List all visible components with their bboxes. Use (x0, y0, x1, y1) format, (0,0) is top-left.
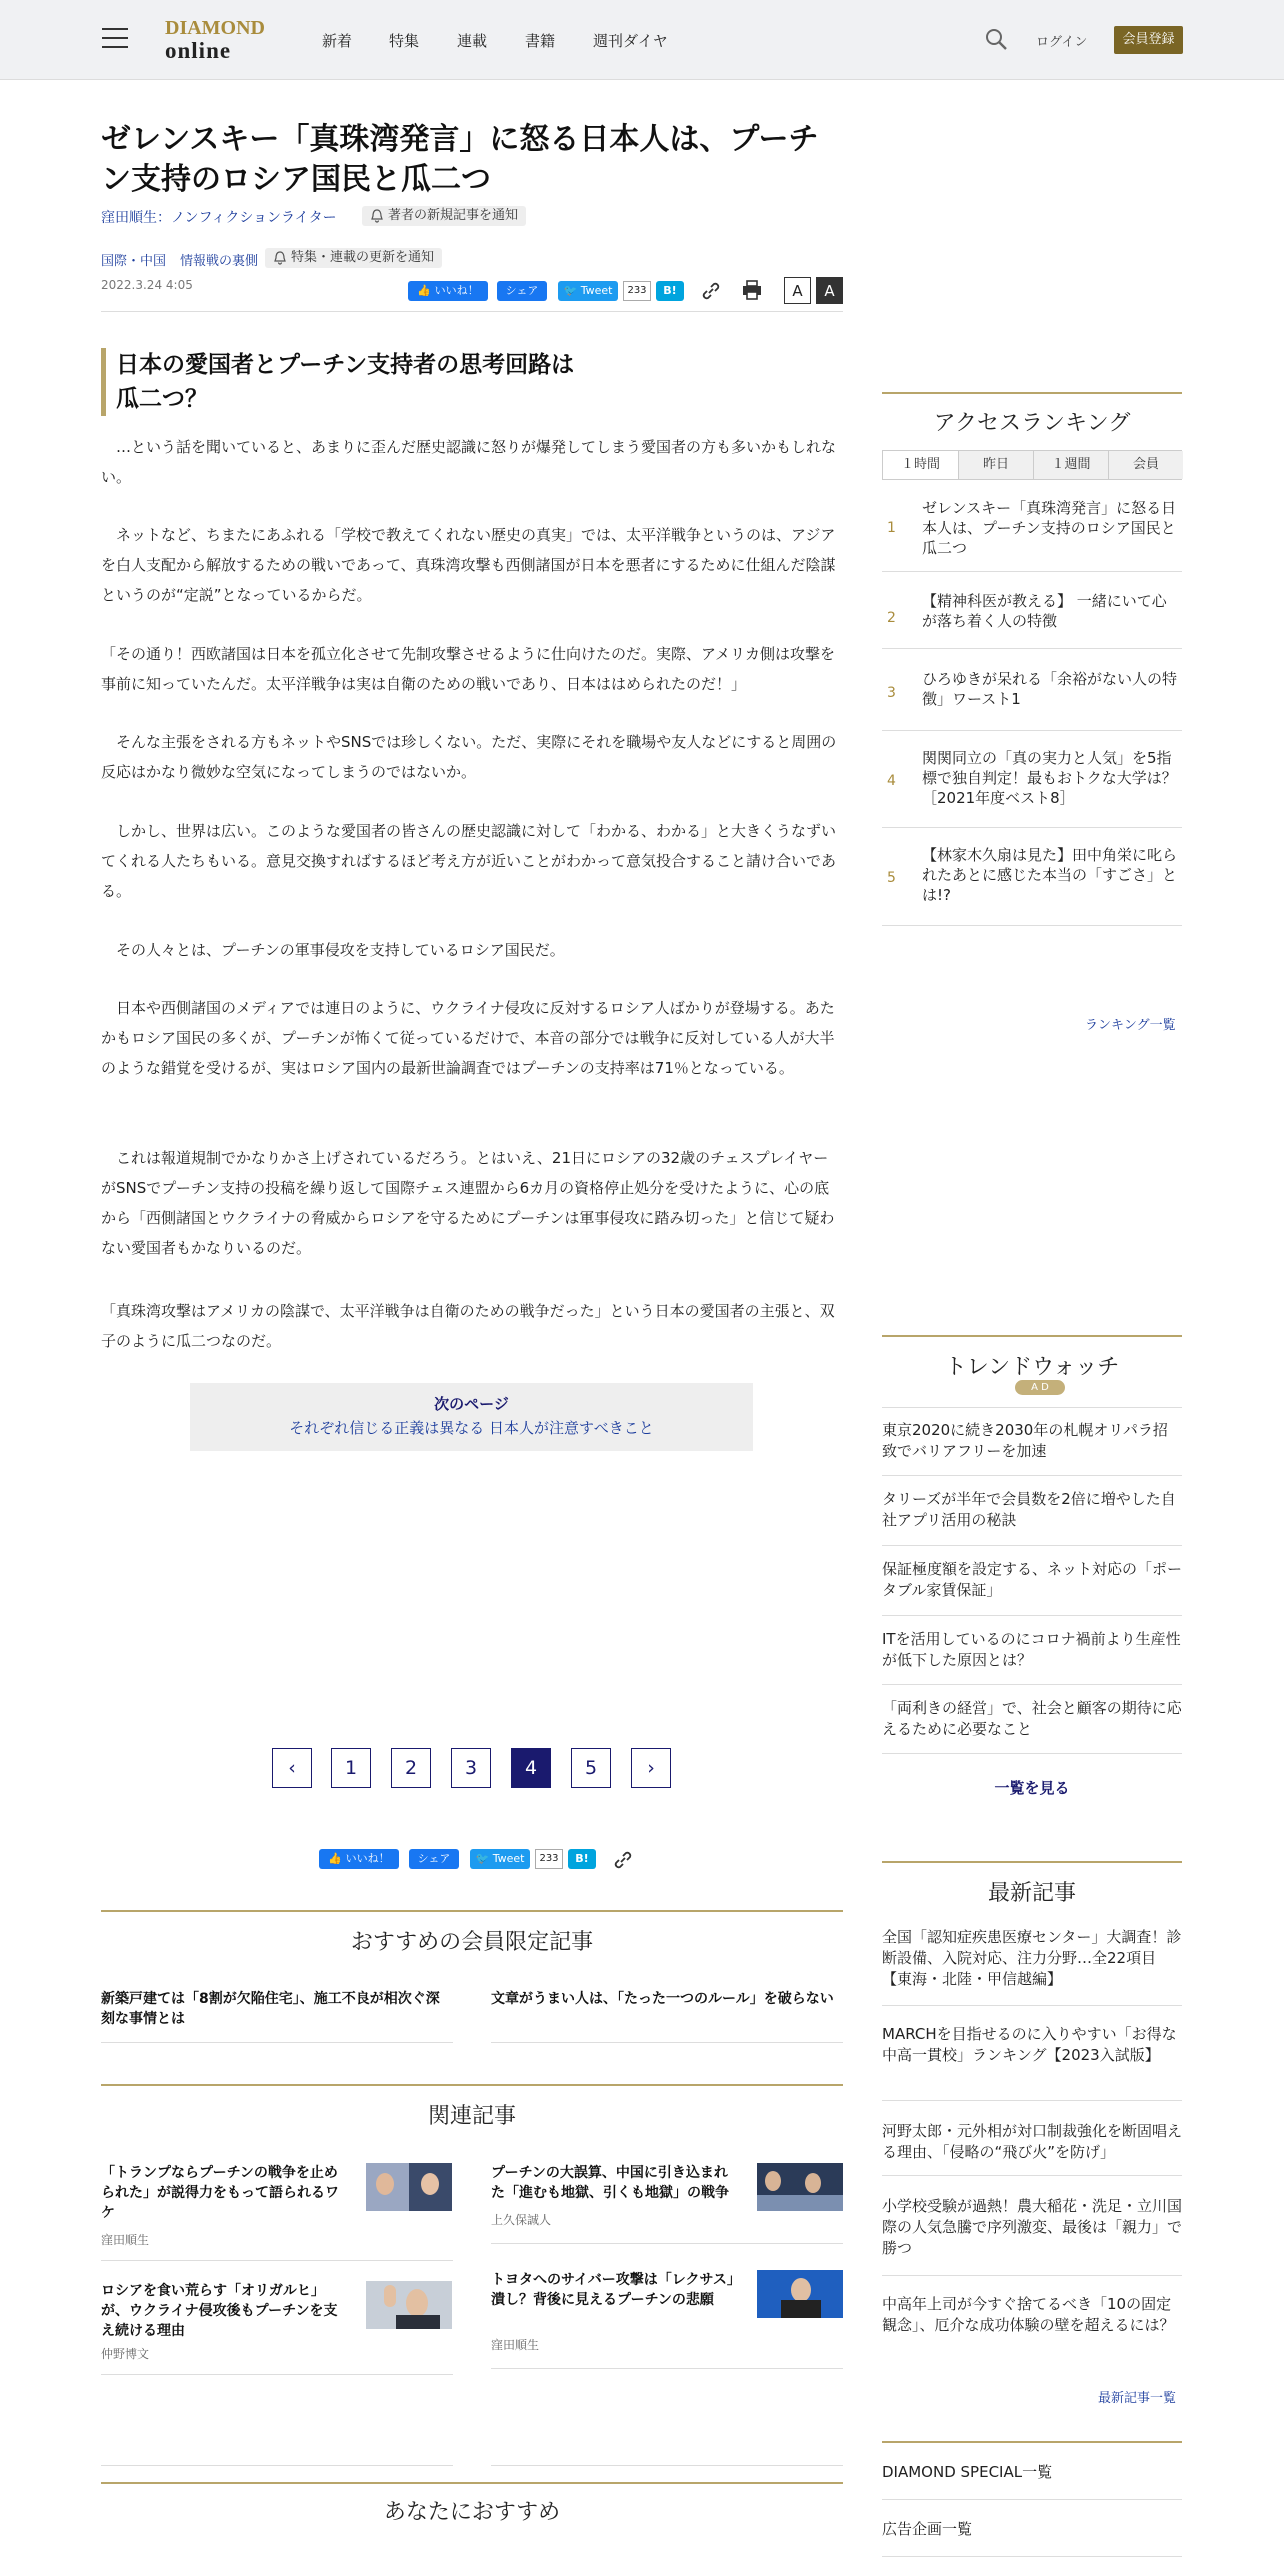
nav-features[interactable]: 特集 (389, 32, 420, 50)
paragraph: しかし、世界は広い。このような愛国者の皆さんの歴史認識に対して「わかる、わかる」と大きくうなずいてくれる人たちもいる。意見交換すればするほど考え方が近いことがわかって意気投合すること請け合いである。 (101, 822, 837, 900)
divider (491, 2465, 843, 2466)
series-notify-label: 特集・連載の更新を通知 (291, 250, 435, 265)
divider (101, 2465, 453, 2466)
nav-books[interactable]: 書籍 (525, 32, 556, 50)
print-icon[interactable] (741, 279, 763, 301)
tweet-count: 233 (623, 281, 651, 301)
facebook-like-button[interactable]: 👍 いいね！ (408, 281, 488, 301)
divider (882, 1615, 1182, 1616)
divider (491, 2368, 843, 2369)
like-label: いいね！ (345, 1852, 390, 1865)
related-article-thumbnail[interactable] (757, 2163, 843, 2211)
tab-yesterday[interactable]: 昨日 (958, 451, 1033, 479)
paragraph: 「真珠湾攻撃はアメリカの陰謀で、太平洋戦争は自衛のための戦争だった」という日本の愛国者の主張と、双子のように瓜二つなのだ。 (101, 1302, 835, 1350)
divider (101, 2374, 453, 2375)
divider (882, 1545, 1182, 1546)
paragraph: …という話を聞いていると、あまりに歪んだ歴史認識に怒りが爆発してしまう愛国者の方も多いかもしれない。 (101, 438, 837, 486)
ranking-title-text: 【精神科医が教える】 一緒にいて心が落ち着く人の特徴 (922, 592, 1167, 630)
related-article-author: 窪田順生 (101, 2233, 150, 2247)
pager-page-1[interactable]: 1 (331, 1748, 371, 1788)
ranking-item[interactable] (882, 828, 1182, 926)
tweet-button[interactable]: 🐦 Tweet (470, 1849, 530, 1869)
ranking-number: 4 (887, 773, 896, 789)
divider (101, 1910, 843, 1912)
divider (491, 2243, 843, 2244)
divider (882, 2175, 1182, 2176)
search-icon[interactable] (985, 28, 1007, 50)
diamond-special-link[interactable]: DIAMOND SPECIAL一覧 (882, 2463, 1053, 2481)
facebook-share-button[interactable]: シェア (409, 1849, 459, 1869)
latest-item[interactable]: 全国「認知症疾患医療センター」大調査！診断設備、入院対応、注力分野…全22項目【東海・北陸・甲信越編】 (882, 1928, 1182, 1988)
font-size-large-button[interactable]: A (816, 277, 843, 304)
ranking-title-text: 関関同立の「真の実力と人気」を5指標で独自判定！最もおトクな大学は？［2021年度ベスト8］ (922, 749, 1177, 807)
latest-title: 最新記事 (987, 1881, 1076, 1906)
nav-series[interactable]: 連載 (457, 32, 488, 50)
trend-item[interactable]: タリーズが半年で会員数を2倍に増やした自社アプリ活用の秘訣 (882, 1490, 1176, 1529)
pager-prev-button[interactable]: ‹ (272, 1748, 312, 1788)
pager-next-button[interactable]: › (631, 1748, 671, 1788)
bell-icon (371, 209, 383, 223)
ranking-item[interactable] (882, 731, 1182, 828)
ad-projects-link[interactable]: 広告企画一覧 (882, 2520, 973, 2538)
ranking-more-link[interactable]: ランキング一覧 (1085, 1018, 1176, 1033)
author-link[interactable]: 窪田順生：ノンフィクションライター (101, 210, 337, 226)
trend-more-link[interactable]: 一覧を見る (994, 1779, 1070, 1797)
tweet-label: Tweet (580, 284, 613, 297)
ranking-number: 2 (887, 610, 896, 626)
divider (491, 2042, 843, 2043)
category-link[interactable]: 国際・中国 (101, 254, 167, 269)
article-title: ゼレンスキー「真珠湾発言」に怒る日本人は、プーチン支持のロシア国民と瓜二つ (101, 122, 819, 197)
latest-item[interactable]: 小学校受験が過熱！農大稲花・洗足・立川国際の人気急騰で序列激変、最後は「親力」で勝つ (882, 2197, 1183, 2257)
divider (882, 1475, 1182, 1476)
ranking-item[interactable] (882, 490, 1182, 572)
ranking-number: 3 (887, 685, 896, 701)
related-article-author: 仲野博文 (101, 2347, 150, 2361)
paragraph: そんな主張をされる方もネットやSNSでは珍しくない。ただ、実際にそれを職場や友人などにすると周囲の反応はかなり微妙な空気になってしまうのではないか。 (101, 733, 837, 781)
related-article-thumbnail[interactable] (366, 2281, 452, 2329)
ranking-title-text: ゼレンスキー「真珠湾発言」に怒る日本人は、プーチン支持のロシア国民と瓜二つ (922, 499, 1177, 557)
divider (882, 2275, 1182, 2276)
menu-icon[interactable] (102, 28, 128, 48)
facebook-like-button[interactable]: 👍 いいね！ (319, 1849, 399, 1869)
bell-icon (274, 251, 286, 265)
series-notify-button[interactable] (265, 248, 442, 268)
divider (101, 2042, 453, 2043)
nav-new[interactable]: 新着 (322, 32, 353, 50)
ranking-title-text: ひろゆきが呆れる「余裕がない人の特徴」ワースト1 (922, 670, 1178, 708)
ranking-item[interactable] (882, 572, 1182, 649)
author-notify-label: 著者の新規記事を通知 (388, 208, 519, 223)
divider (882, 2499, 1182, 2500)
author-notify-button[interactable] (362, 206, 526, 226)
category-link[interactable]: 情報戦の裏側 (180, 254, 259, 269)
divider (101, 2260, 453, 2261)
link-icon[interactable] (700, 280, 722, 302)
trend-title: トレンドウォッチ (944, 1355, 1120, 1380)
divider (882, 1684, 1182, 1685)
ranking-number: 5 (887, 870, 896, 886)
tweet-count: 233 (535, 1849, 563, 1869)
pager-page-3[interactable]: 3 (451, 1748, 491, 1788)
ranking-title-text: 【林家木久扇は見た】田中角栄に叱られたあとに感じた本当の「すごさ」とは!? (922, 846, 1178, 904)
hatena-bookmark-button[interactable]: B! (568, 1849, 596, 1869)
related-article-link[interactable]: 「トランプならプーチンの戦争を止められた」が説得力をもって語られるワケ (101, 2165, 339, 2221)
facebook-share-button[interactable]: シェア (497, 281, 547, 301)
ranking-title: アクセスランキング (933, 411, 1131, 436)
related-article-link[interactable]: ロシアを食い荒らす「オリガルヒ」が、ウクライナ侵攻後もプーチンを支え続ける理由 (101, 2283, 338, 2339)
divider (882, 392, 1182, 394)
divider (101, 2482, 843, 2484)
related-article-thumbnail[interactable] (757, 2270, 843, 2318)
divider (882, 1753, 1182, 1754)
site-logo[interactable] (165, 18, 270, 64)
link-icon[interactable] (612, 1849, 634, 1871)
divider (882, 1335, 1182, 1337)
members-section-heading: おすすめの会員限定記事 (350, 1930, 594, 1955)
next-page-label: 次のページ (434, 1395, 509, 1413)
paragraph: 「その通り！西欧諸国は日本を孤立化させて先制攻撃させるように仕向けたのだ。実際、アメリカ側は攻撃を事前に知っていたんだ。太平洋戦争は実は自衛のための戦いであり、日本ははめられたのだ！」 (101, 645, 835, 693)
next-page-title: それぞれ信じる正義は異なる 日本人が注意すべきこと (289, 1419, 654, 1437)
tweet-button[interactable]: 🐦 Tweet (558, 281, 618, 301)
section-heading: 日本の愛国者とプーチン支持者の思考回路は瓜二つ？ (101, 348, 581, 416)
hatena-bookmark-button[interactable]: B! (656, 281, 684, 301)
ranking-tabs (882, 450, 1182, 480)
ad-badge: A D (1015, 1380, 1065, 1395)
members-article-link[interactable]: 新築戸建ては「8割が欠陥住宅」、施工不良が相次ぐ深刻な事情とは (101, 1991, 440, 2027)
paragraph: これは報道規制でかなりかさ上げされているだろう。とはいえ、21日にロシアの32歳のチェスプレイヤーがSNSでプーチン支持の投稿を繰り返して国際チェス連盟から6カ月の資格停止処分を受けたように、心の底から「西側諸国とウクライナの脅威からロシアを守るためにプーチンは軍事侵攻に踏み切った」と信じて疑わない愛国者もかなりいるのだ。 (101, 1149, 835, 1257)
latest-more-link[interactable]: 最新記事一覧 (1098, 2391, 1177, 2406)
divider (101, 311, 843, 312)
login-link[interactable]: ログイン (1036, 35, 1088, 50)
pager-page-2[interactable]: 2 (391, 1748, 431, 1788)
register-button[interactable]: 会員登録 (1114, 26, 1183, 54)
paragraph: 日本や西側諸国のメディアでは連日のように、ウクライナ侵攻に反対するロシア人ばかりが登場する。あたかもロシア国民の多くが、プーチンが怖くて従っているだけで、本音の部分では戦争に反対している人が大半のような錯覚を受けるが、実はロシア国内の最新世論調査ではプーチンの支持率は71％となっている。 (101, 999, 835, 1077)
tweet-label: Tweet (492, 1852, 525, 1865)
trend-item[interactable]: 保証極度額を設定する、ネット対応の「ポータブル家賃保証」 (882, 1560, 1183, 1599)
related-article-link[interactable]: トヨタへのサイバー攻撃は「レクサス」潰し？背後に見えるプーチンの悲願 (491, 2272, 741, 2308)
trend-item[interactable]: 東京2020に続き2030年の札幌オリパラ招致でバリアフリーを加速 (882, 1421, 1168, 1460)
latest-item[interactable]: 中高年上司が今すぐ捨てるべき「10の固定観念」、厄介な成功体験の壁を超えるには？ (882, 2295, 1175, 2334)
logo-top-text: DIAMOND (165, 17, 265, 39)
divider (101, 2084, 843, 2086)
pager-page-5[interactable]: 5 (571, 1748, 611, 1788)
font-size-small-button[interactable]: A (784, 277, 811, 304)
divider (882, 2556, 1182, 2557)
trend-item[interactable]: ITを活用しているのにコロナ禍前より生産性が低下した原因とは？ (882, 1630, 1181, 1669)
members-article-link[interactable]: 文章がうまい人は、「たった一つのルール」を破らない (491, 1991, 834, 2007)
divider (882, 2100, 1182, 2101)
divider (882, 2441, 1182, 2443)
site-header (0, 0, 1284, 80)
publish-date: 2022.3.24 4:05 (101, 278, 193, 292)
latest-item[interactable]: MARCHを目指せるのに入りやすい「お得な中高一貫校」ランキング【2023入試版】 (882, 2025, 1177, 2064)
next-page-link[interactable] (190, 1383, 753, 1451)
like-label: いいね！ (434, 284, 479, 297)
paragraph: その人々とは、プーチンの軍事侵攻を支持しているロシア国民だ。 (116, 941, 565, 959)
trend-item[interactable]: 「両利きの経営」で、社会と顧客の期待に応えるために必要なこと (882, 1699, 1182, 1738)
ranking-item[interactable] (882, 649, 1182, 731)
paragraph: ネットなど、ちまたにあふれる「学校で教えてくれない歴史の真実」では、太平洋戦争というのは、アジアを白人支配から解放するための戦いであって、真珠湾攻撃も西側諸国が日本を悪者にするために仕組んだ陰謀というのが“定説”となっているからだ。 (101, 526, 836, 604)
logo-bottom-text: online (165, 38, 232, 63)
related-article-thumbnail[interactable] (366, 2163, 452, 2211)
divider (882, 1407, 1182, 1408)
tab-members[interactable]: 会員 (1108, 451, 1183, 479)
related-article-author: 窪田順生 (491, 2338, 540, 2352)
tab-1hour[interactable]: １時間 (883, 451, 958, 479)
for-you-section-heading: あなたにおすすめ (383, 2500, 561, 2525)
divider (882, 1861, 1182, 1863)
nav-weekly[interactable]: 週刊ダイヤ (593, 32, 668, 50)
related-article-author: 上久保誠人 (491, 2213, 552, 2227)
ranking-number: 1 (887, 520, 896, 536)
related-section-heading: 関連記事 (427, 2104, 516, 2129)
tab-1week[interactable]: １週間 (1033, 451, 1108, 479)
pager-page-4-current[interactable]: 4 (511, 1748, 551, 1788)
latest-item[interactable]: 河野太郎・元外相が対口制裁強化を断固唱える理由、「侵略の“飛び火”を防げ」 (882, 2122, 1183, 2161)
divider (882, 2005, 1182, 2006)
related-article-link[interactable]: プーチンの大誤算、中国に引き込まれた「進むも地獄、引くも地獄」の戦争 (491, 2165, 729, 2201)
